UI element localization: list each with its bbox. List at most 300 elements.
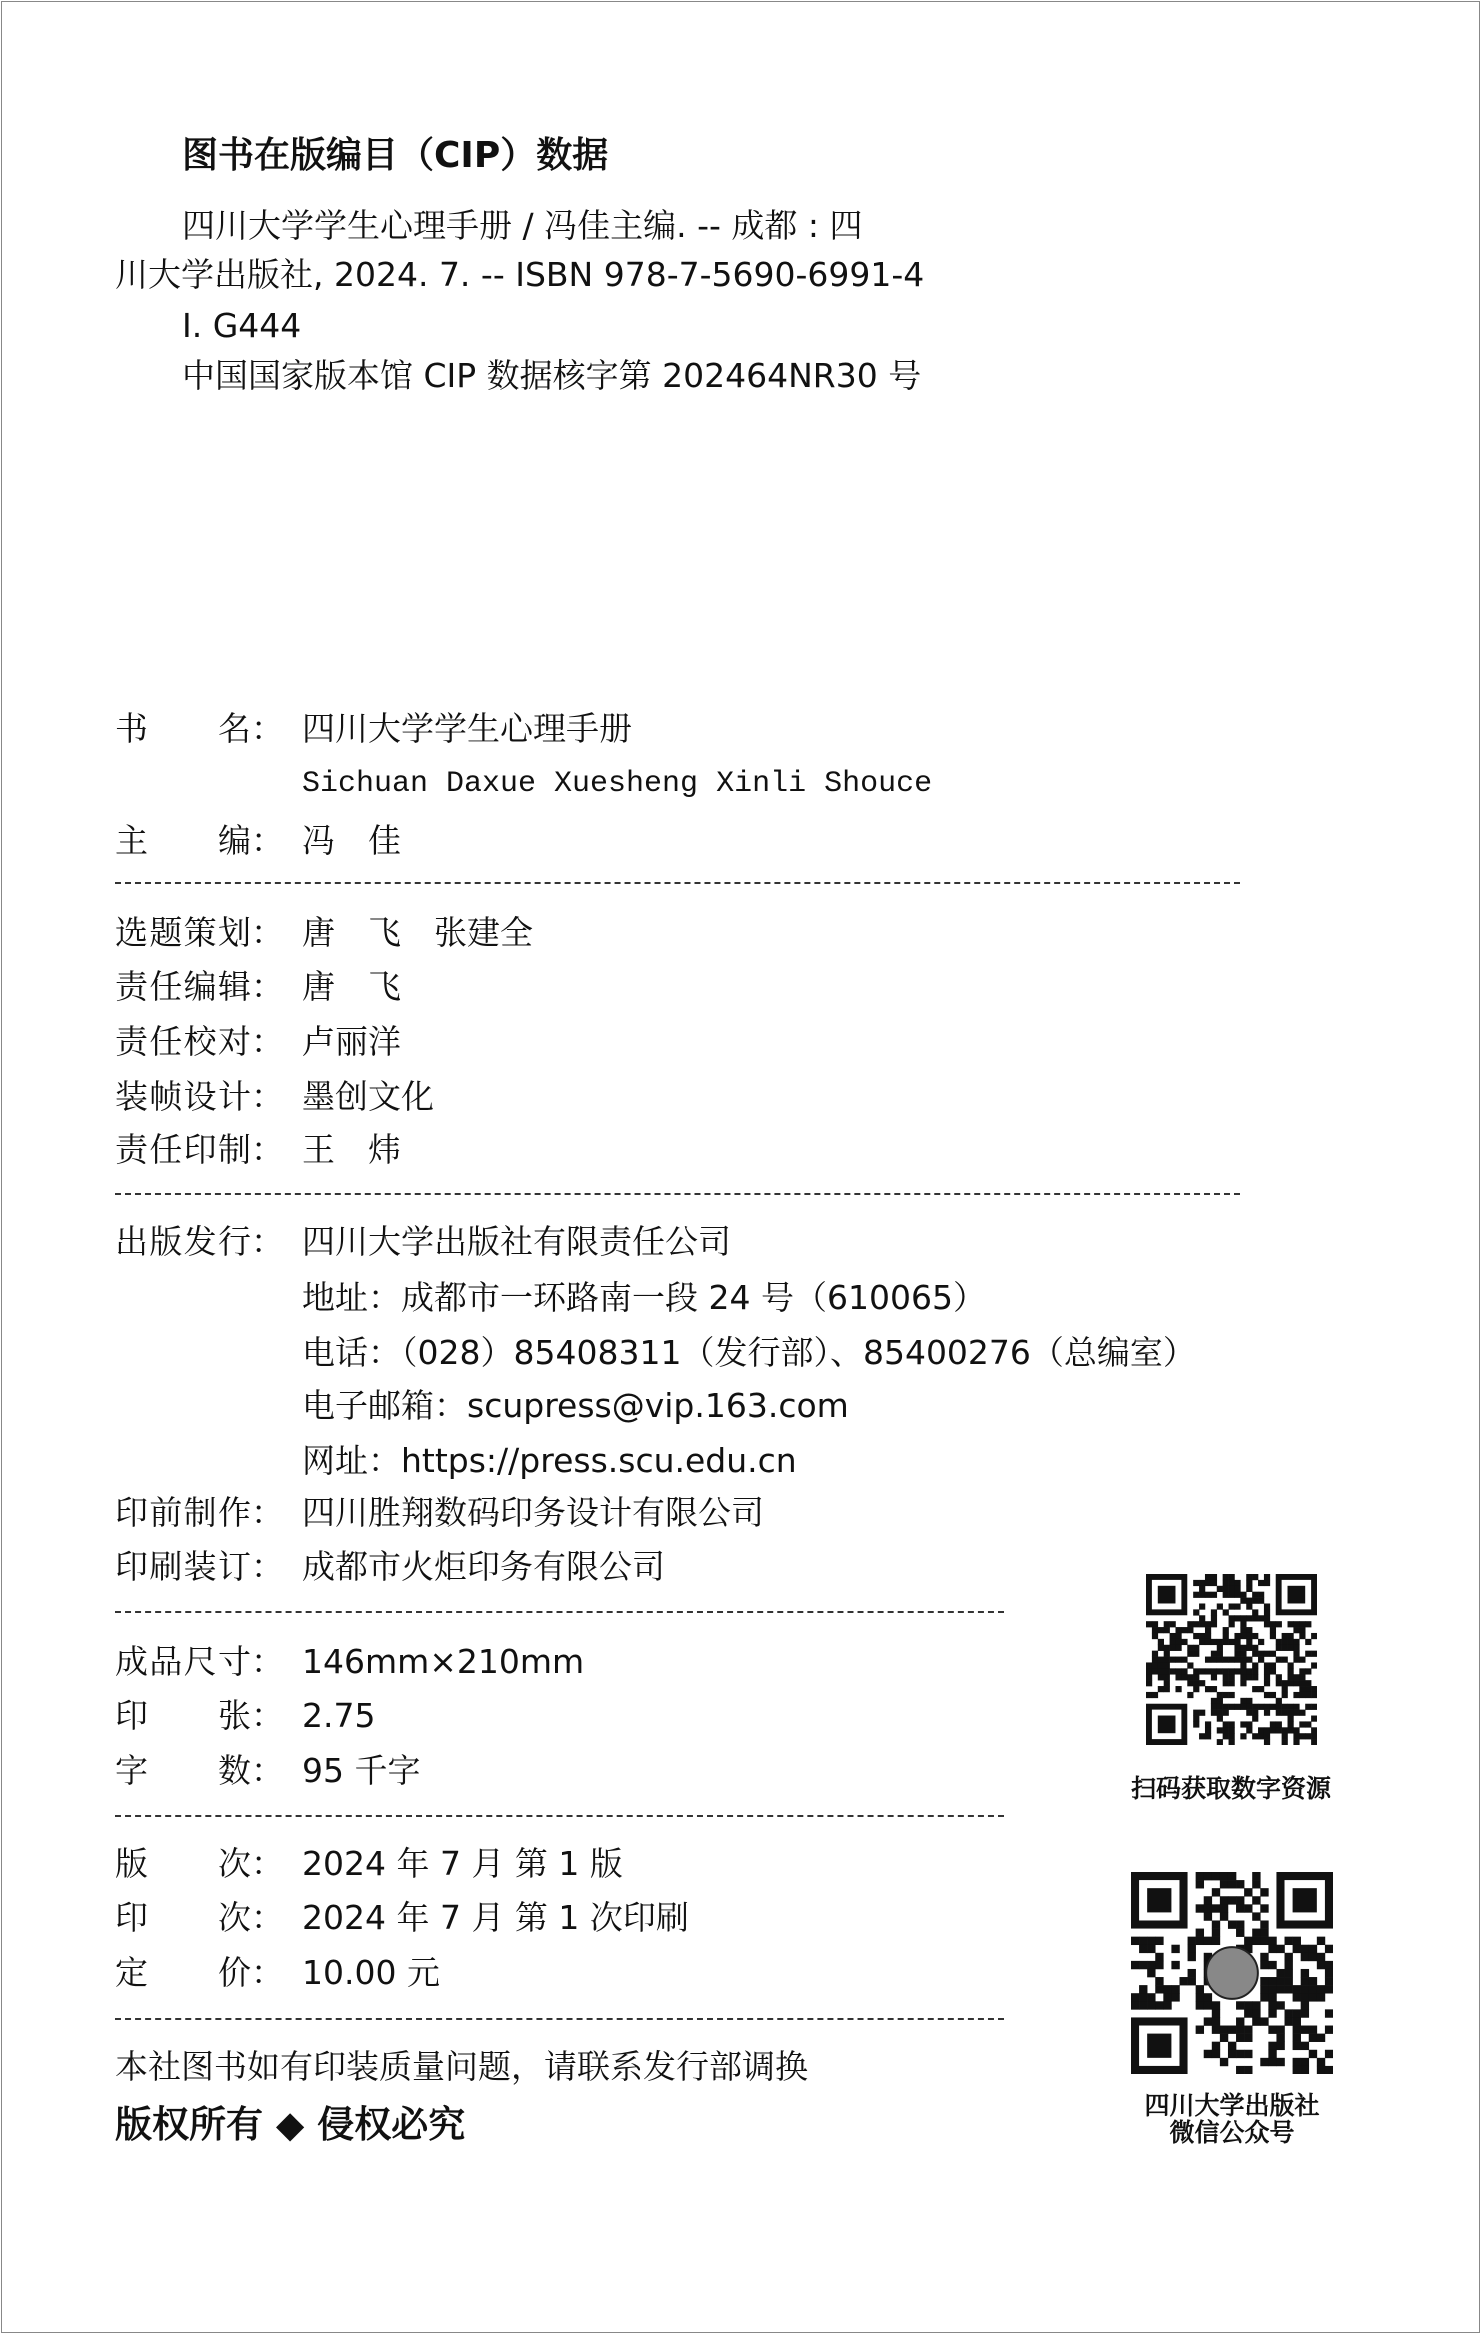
qr-module — [1264, 1692, 1270, 1698]
qr-module — [1268, 2050, 1276, 2058]
qr2-caption-line-1: 四川大学出版社 — [1144, 2091, 1320, 2120]
qr-module — [1325, 1961, 1333, 1969]
qr-module — [1246, 1603, 1252, 1609]
qr-module — [1268, 2058, 1276, 2066]
qr-module — [1252, 1929, 1260, 1937]
qr-module — [1244, 1888, 1252, 1896]
qr-module — [1146, 1680, 1152, 1686]
qr-module — [1196, 2026, 1204, 2034]
colon: ： — [251, 967, 284, 1006]
qr-module — [1293, 1651, 1299, 1657]
printing-value: 成都市火炬印务有限公司 — [302, 1547, 665, 1586]
qr-module — [1164, 1645, 1170, 1651]
qr-finder-pattern — [1147, 2034, 1171, 2058]
qr-module — [1205, 1627, 1211, 1633]
qr-module — [1246, 1574, 1252, 1580]
qr-module — [1146, 1674, 1152, 1680]
qr-module — [1175, 1633, 1181, 1639]
cip-line-2: 川大学出版社, 2024. 7. -- ISBN 978-7-5690-6991-4 — [115, 255, 925, 294]
edition-row — [115, 1898, 689, 1938]
qr-module — [1276, 1710, 1282, 1716]
qr-module — [1299, 1721, 1305, 1727]
qr-module — [1158, 1657, 1164, 1663]
qr-module — [1171, 1993, 1179, 2001]
qr-module — [1217, 1704, 1223, 1710]
qr-module — [1152, 1627, 1158, 1633]
qr-module — [1181, 1674, 1187, 1680]
qr-module — [1211, 1609, 1217, 1615]
printing-row — [115, 1547, 665, 1587]
qr-module — [1152, 1662, 1158, 1668]
qr-module — [1158, 1645, 1164, 1651]
qr-module — [1199, 1668, 1205, 1674]
university-logo-icon — [1206, 1947, 1258, 1999]
qr-module — [1282, 1680, 1288, 1686]
qr-module — [1309, 1945, 1317, 1953]
dashed-divider — [115, 1611, 1004, 1613]
qr-module — [1229, 1639, 1235, 1645]
qr-module — [1311, 1733, 1317, 1739]
qr-module — [1223, 1710, 1229, 1716]
qr-module — [1211, 1639, 1217, 1645]
qr-module — [1204, 2001, 1212, 2009]
editor-label: 主编 — [115, 821, 251, 860]
qr-module — [1285, 1961, 1293, 1969]
qr-module — [1155, 1961, 1163, 1969]
qr-module — [1199, 1615, 1205, 1621]
publisher-email[interactable]: 电子邮箱：scupress@vip.163.com — [302, 1386, 849, 1425]
qr-module — [1146, 1668, 1152, 1674]
qr-module — [1258, 1686, 1264, 1692]
qr-module — [1252, 1651, 1258, 1657]
qr-module — [1131, 1937, 1139, 1945]
qr-module — [1223, 1609, 1229, 1615]
qr-module — [1234, 1639, 1240, 1645]
qr-module — [1234, 1704, 1240, 1710]
qr-module — [1301, 2026, 1309, 2034]
qr-module — [1229, 1680, 1235, 1686]
qr-module — [1252, 1710, 1258, 1716]
qr-module — [1260, 1977, 1268, 1985]
qr-module — [1240, 1674, 1246, 1680]
qr-module — [1187, 1662, 1193, 1668]
staff-label: 选题策划 — [115, 913, 251, 952]
qr-module — [1305, 1721, 1311, 1727]
qr-module — [1229, 1580, 1235, 1586]
qr-module — [1205, 1639, 1211, 1645]
staff-row — [115, 1077, 434, 1117]
qr-module — [1199, 1633, 1205, 1639]
qr-module — [1309, 2034, 1317, 2042]
cip-line-3: Ⅰ. G444 — [182, 306, 302, 345]
staff-value: 卢丽洋 — [302, 1022, 401, 1061]
dashed-divider — [115, 1193, 1240, 1195]
qr-module — [1229, 1674, 1235, 1680]
qr-module — [1193, 1651, 1199, 1657]
qr-module — [1264, 1674, 1270, 1680]
qr-module — [1276, 2042, 1284, 2050]
qr-module — [1196, 1993, 1204, 2001]
staff-label: 责任印制 — [115, 1130, 251, 1169]
qr-module — [1282, 1692, 1288, 1698]
staff-value: 唐 飞 — [302, 967, 401, 1006]
qr-module — [1131, 1961, 1139, 1969]
qr-module — [1205, 1733, 1211, 1739]
qr-module — [1325, 1945, 1333, 1953]
qr-module — [1246, 1710, 1252, 1716]
qr-module — [1299, 1680, 1305, 1686]
qr-module — [1285, 1985, 1293, 1993]
qr-module — [1288, 1674, 1294, 1680]
qr-module — [1305, 1668, 1311, 1674]
qr-module — [1158, 1686, 1164, 1692]
qr-module — [1246, 1657, 1252, 1663]
qr-module — [1260, 1937, 1268, 1945]
qr-module — [1276, 1721, 1282, 1727]
qr-module — [1155, 1937, 1163, 1945]
qr-module — [1175, 1639, 1181, 1645]
qr-module — [1325, 1985, 1333, 1993]
spec-label: 印张 — [115, 1696, 251, 1735]
qr-module — [1246, 1727, 1252, 1733]
qr-module — [1252, 1686, 1258, 1692]
qr-module — [1276, 1704, 1282, 1710]
qr-module — [1147, 1969, 1155, 1977]
colon: ： — [251, 1022, 284, 1061]
qr-module — [1270, 1704, 1276, 1710]
qr-module — [1212, 1872, 1220, 1880]
qr-module — [1301, 2066, 1309, 2074]
qr-module — [1270, 1721, 1276, 1727]
qr-module — [1236, 2034, 1244, 2042]
qr-module — [1305, 1686, 1311, 1692]
qr-module — [1258, 1580, 1264, 1586]
qr-module — [1240, 1621, 1246, 1627]
qr-module — [1139, 1993, 1147, 2001]
qr-module — [1217, 1651, 1223, 1657]
qr-module — [1299, 1710, 1305, 1716]
qr-module — [1220, 1872, 1228, 1880]
qr-module — [1131, 2001, 1139, 2009]
qr-module — [1170, 1668, 1176, 1674]
qr-module — [1147, 1993, 1155, 2001]
qr-module — [1175, 1627, 1181, 1633]
qr-module — [1187, 1680, 1193, 1686]
qr-module — [1252, 1668, 1258, 1674]
colon: ： — [251, 1642, 284, 1681]
colon: ： — [251, 1547, 284, 1586]
qr-module — [1325, 2066, 1333, 2074]
qr-module — [1293, 2017, 1301, 2025]
qr-module — [1211, 1710, 1217, 1716]
qr-module — [1193, 1633, 1199, 1639]
qr-module — [1258, 1651, 1264, 1657]
qr-module — [1212, 1904, 1220, 1912]
qr-module — [1317, 1993, 1325, 2001]
qr-code-digital-resources[interactable] — [1146, 1574, 1317, 1745]
qr-module — [1293, 1704, 1299, 1710]
qr-module — [1223, 1586, 1229, 1592]
qr-module — [1229, 1727, 1235, 1733]
qr-module — [1181, 1657, 1187, 1663]
qr-module — [1236, 2050, 1244, 2058]
qr-module — [1205, 1592, 1211, 1598]
qr-code-wechat-account[interactable] — [1131, 1872, 1333, 2074]
qr-module — [1170, 1621, 1176, 1627]
qr-module — [1264, 1603, 1270, 1609]
qr-module — [1212, 1929, 1220, 1937]
qr-module — [1282, 1704, 1288, 1710]
qr-module — [1211, 1651, 1217, 1657]
qr-module — [1252, 1598, 1258, 1604]
qr-module — [1244, 1904, 1252, 1912]
qr-module — [1196, 1985, 1204, 1993]
qr-module — [1139, 2001, 1147, 2009]
qr-module — [1309, 1977, 1317, 1985]
publisher-address: 地址：成都市一环路南一段 24 号（610065） — [302, 1278, 986, 1317]
qr-module — [1236, 2026, 1244, 2034]
qr-module — [1228, 1896, 1236, 1904]
qr-module — [1217, 1692, 1223, 1698]
qr-module — [1164, 1627, 1170, 1633]
qr-module — [1311, 1704, 1317, 1710]
qr-module — [1193, 1580, 1199, 1586]
qr-module — [1196, 1937, 1204, 1945]
qr-module — [1301, 1977, 1309, 1985]
staff-label: 责任校对 — [115, 1022, 251, 1061]
qr-module — [1236, 1920, 1244, 1928]
qr-module — [1309, 1985, 1317, 1993]
qr-module — [1282, 1710, 1288, 1716]
qr-module — [1228, 1872, 1236, 1880]
qr-module — [1223, 1733, 1229, 1739]
qr-module — [1240, 1633, 1246, 1639]
qr-module — [1223, 1592, 1229, 1598]
qr-module — [1236, 1880, 1244, 1888]
qr-module — [1268, 2001, 1276, 2009]
qr-module — [1240, 1627, 1246, 1633]
qr-module — [1264, 1733, 1270, 1739]
colon: ： — [251, 1898, 284, 1937]
qr-module — [1305, 1621, 1311, 1627]
qr-module — [1258, 1639, 1264, 1645]
spec-label: 字数 — [115, 1751, 251, 1790]
qr-module — [1282, 1733, 1288, 1739]
qr-module — [1282, 1633, 1288, 1639]
qr-module — [1260, 2058, 1268, 2066]
qr-module — [1193, 1609, 1199, 1615]
qr-module — [1309, 1953, 1317, 1961]
qr-module — [1212, 2009, 1220, 2017]
printing-label: 印刷装订 — [115, 1547, 251, 1586]
qr-module — [1220, 1880, 1228, 1888]
qr-module — [1288, 1704, 1294, 1710]
qr-module — [1258, 1733, 1264, 1739]
qr-module — [1305, 1704, 1311, 1710]
qr-module — [1244, 2001, 1252, 2009]
qr-module — [1264, 1739, 1270, 1745]
qr-finder-pattern — [1147, 1888, 1171, 1912]
qr-module — [1217, 1716, 1223, 1722]
qr-module — [1187, 1627, 1193, 1633]
qr-module — [1175, 1674, 1181, 1680]
qr-module — [1317, 1985, 1325, 1993]
qr-module — [1264, 1680, 1270, 1686]
qr-module — [1158, 1639, 1164, 1645]
dashed-divider — [115, 2018, 1004, 2020]
qr-module — [1282, 1657, 1288, 1663]
qr-module — [1139, 1961, 1147, 1969]
qr-module — [1270, 1692, 1276, 1698]
qr-module — [1236, 1929, 1244, 1937]
qr-module — [1211, 1592, 1217, 1598]
qr-module — [1223, 1668, 1229, 1674]
qr-module — [1229, 1615, 1235, 1621]
qr-module — [1223, 1639, 1229, 1645]
qr-module — [1268, 1937, 1276, 1945]
qr-module — [1258, 1727, 1264, 1733]
qr-module — [1223, 1721, 1229, 1727]
qr-module — [1196, 1904, 1204, 1912]
qr-module — [1223, 1574, 1229, 1580]
qr-module — [1299, 1627, 1305, 1633]
qr-module — [1205, 1580, 1211, 1586]
qr-module — [1276, 1945, 1284, 1953]
qr-module — [1204, 2050, 1212, 2058]
qr-module — [1240, 1657, 1246, 1663]
qr-module — [1155, 1977, 1163, 1985]
qr-module — [1301, 2042, 1309, 2050]
qr-module — [1196, 2001, 1204, 2009]
qr-module — [1229, 1586, 1235, 1592]
qr-module — [1240, 1615, 1246, 1621]
qr-module — [1301, 2058, 1309, 2066]
qr-module — [1211, 1574, 1217, 1580]
qr-module — [1299, 1668, 1305, 1674]
qr-module — [1152, 1692, 1158, 1698]
colon: ： — [251, 1751, 284, 1790]
qr-module — [1276, 1639, 1282, 1645]
dashed-divider — [115, 1815, 1004, 1817]
qr-module — [1311, 1739, 1317, 1745]
qr-module — [1223, 1727, 1229, 1733]
qr1-caption: 扫码获取数字资源 — [1130, 1774, 1332, 1803]
qr-module — [1171, 1985, 1179, 1993]
qr-module — [1199, 1680, 1205, 1686]
qr-module — [1236, 2001, 1244, 2009]
qr-module — [1199, 1710, 1205, 1716]
qr-module — [1196, 1880, 1204, 1888]
qr-module — [1264, 1662, 1270, 1668]
qr-module — [1252, 1662, 1258, 1668]
qr-module — [1305, 1692, 1311, 1698]
qr-module — [1234, 1586, 1240, 1592]
qr-module — [1293, 1645, 1299, 1651]
qr-module — [1264, 1609, 1270, 1615]
qr-module — [1204, 2017, 1212, 2025]
qr-module — [1288, 1662, 1294, 1668]
qr-module — [1252, 2017, 1260, 2025]
qr-module — [1252, 1872, 1260, 1880]
qr-module — [1131, 1993, 1139, 2001]
qr-module — [1246, 1698, 1252, 1704]
qr-module — [1325, 1969, 1333, 1977]
editor-row — [115, 821, 401, 861]
qr-module — [1252, 1716, 1258, 1722]
qr-module — [1244, 2034, 1252, 2042]
qr-module — [1223, 1633, 1229, 1639]
qr-module — [1270, 1727, 1276, 1733]
qr-module — [1264, 1651, 1270, 1657]
qr-module — [1240, 1662, 1246, 1668]
qr-module — [1260, 1953, 1268, 1961]
publisher-website[interactable]: 网址：https://press.scu.edu.cn — [302, 1441, 797, 1480]
qr-module — [1164, 1657, 1170, 1663]
qr-module — [1164, 1651, 1170, 1657]
qr-module — [1212, 2017, 1220, 2025]
qr-module — [1188, 1937, 1196, 1945]
quality-notice: 本社图书如有印装质量问题，请联系发行部调换 — [115, 2047, 808, 2086]
qr-module — [1187, 1692, 1193, 1698]
qr-module — [1285, 2017, 1293, 2025]
qr-module — [1229, 1692, 1235, 1698]
qr-module — [1240, 1704, 1246, 1710]
colon: ： — [251, 1130, 284, 1169]
edition-value: 10.00 元 — [302, 1953, 440, 1992]
qr-module — [1285, 1953, 1293, 1961]
cip-line-1: 四川大学学生心理手册 / 冯佳主编. -- 成都 : 四 — [182, 206, 863, 245]
qr-module — [1317, 2058, 1325, 2066]
qr-module — [1268, 1961, 1276, 1969]
qr-module — [1317, 1937, 1325, 1945]
qr-module — [1205, 1727, 1211, 1733]
qr-module — [1246, 1674, 1252, 1680]
publisher-name: 四川大学出版社有限责任公司 — [302, 1222, 731, 1261]
qr-module — [1325, 1977, 1333, 1985]
qr-module — [1270, 1668, 1276, 1674]
title-label: 书名 — [115, 709, 251, 748]
qr-module — [1288, 1621, 1294, 1627]
qr-module — [1285, 1977, 1293, 1985]
edition-label: 印次 — [115, 1898, 251, 1937]
qr-module — [1171, 1945, 1179, 1953]
qr-module — [1293, 2034, 1301, 2042]
qr-module — [1276, 1698, 1282, 1704]
qr-module — [1252, 1733, 1258, 1739]
qr-module — [1164, 1621, 1170, 1627]
qr-module — [1276, 2034, 1284, 2042]
qr-module — [1311, 1716, 1317, 1722]
qr-module — [1164, 1680, 1170, 1686]
qr-module — [1199, 1592, 1205, 1598]
qr-module — [1204, 1896, 1212, 1904]
qr-module — [1234, 1657, 1240, 1663]
qr-module — [1205, 1633, 1211, 1639]
qr-module — [1152, 1651, 1158, 1657]
title-value: 四川大学学生心理手册 — [302, 709, 632, 748]
qr-module — [1229, 1739, 1235, 1745]
qr-module — [1299, 1733, 1305, 1739]
qr-module — [1152, 1633, 1158, 1639]
spec-value: 95 千字 — [302, 1751, 421, 1790]
qr-module — [1223, 1680, 1229, 1686]
qr-module — [1196, 1929, 1204, 1937]
qr-finder-pattern — [1293, 1888, 1317, 1912]
qr-module — [1258, 1592, 1264, 1598]
qr-module — [1240, 1651, 1246, 1657]
copyright-notice: 版权所有 ◆ 侵权必究 — [115, 2103, 466, 2146]
qr-module — [1276, 2026, 1284, 2034]
